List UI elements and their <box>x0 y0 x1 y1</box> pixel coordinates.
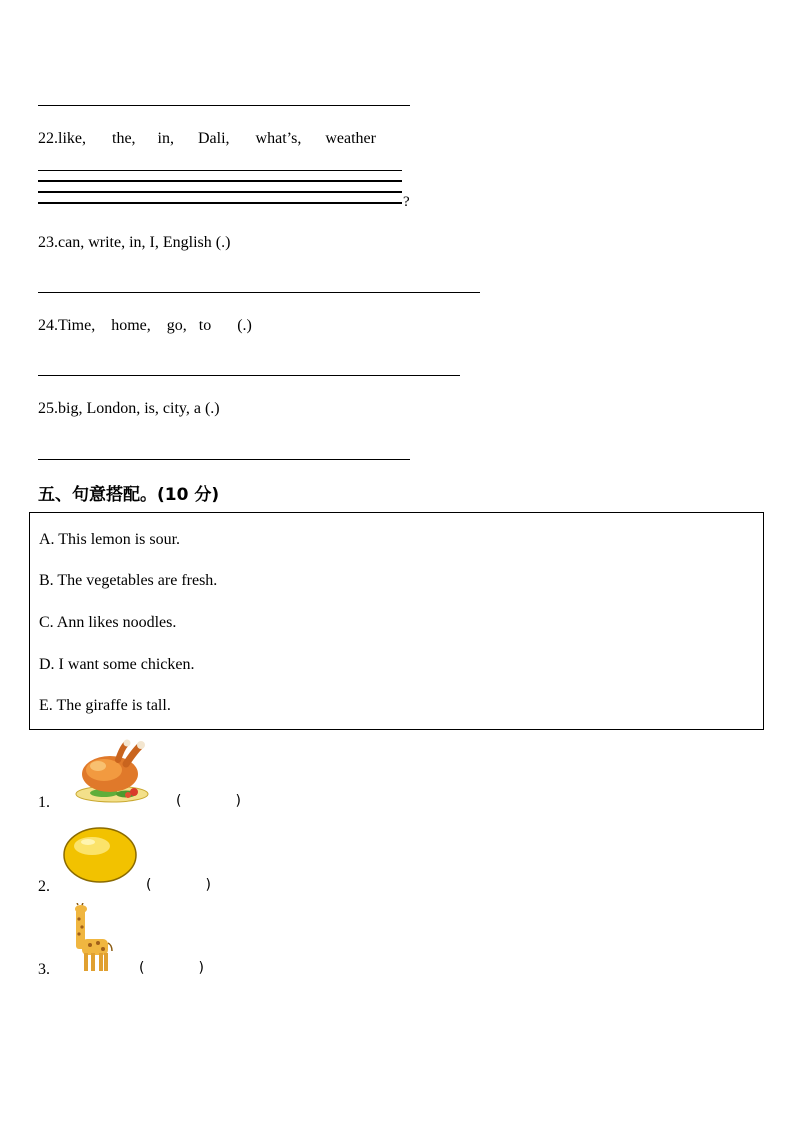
question-number: 22. <box>38 130 58 147</box>
answer-line-25 <box>38 459 410 460</box>
section-heading: 五、句意搭配。(10 分) <box>38 485 220 505</box>
answer-line-24 <box>38 375 460 376</box>
option-c: C. Ann likes noodles. <box>39 614 177 631</box>
giraffe-icon <box>72 903 116 973</box>
option-e: E. The giraffe is tall. <box>39 697 171 714</box>
roast-chicken-icon <box>74 738 150 804</box>
answer-bracket[interactable] <box>176 793 241 809</box>
question-23 <box>38 234 230 252</box>
option-a: A. This lemon is sour. <box>39 531 181 548</box>
word: to <box>198 317 212 334</box>
word: Dali, <box>198 130 230 147</box>
word: what’s, <box>255 130 302 147</box>
option-b: B. The vegetables are fresh. <box>39 572 218 589</box>
bracket-close: ) <box>198 960 204 976</box>
answer-line-22d <box>38 202 402 204</box>
lemon-icon <box>62 826 138 884</box>
word: the, <box>112 130 136 147</box>
option-d: D. I want some chicken. <box>39 656 195 673</box>
question-25 <box>38 400 220 418</box>
answer-line-22a <box>38 170 402 171</box>
bracket-open: ( <box>146 877 152 893</box>
answer-bracket[interactable] <box>139 960 204 976</box>
word: weather <box>325 130 376 147</box>
question-24 <box>38 317 252 335</box>
item-number: 1. <box>38 794 50 811</box>
bracket-close: ) <box>205 877 211 893</box>
word: (.) <box>237 317 252 334</box>
question-22 <box>38 130 376 148</box>
options-box <box>29 512 764 730</box>
question-number: 23. <box>38 234 58 251</box>
answer-bracket[interactable] <box>146 877 211 893</box>
question-number: 25. <box>38 400 58 417</box>
answer-line-22b <box>38 180 402 182</box>
question-text: big, London, is, city, a (.) <box>58 400 220 417</box>
word: in, <box>157 130 174 147</box>
question-number: 24. <box>38 317 58 334</box>
word: home, <box>111 317 151 334</box>
answer-line-22c <box>38 191 402 193</box>
item-number: 2. <box>38 878 50 895</box>
word: like, <box>58 130 86 147</box>
bracket-open: ( <box>139 960 145 976</box>
question-22-end-mark: ? <box>403 194 410 210</box>
word: Time, <box>58 317 96 334</box>
answer-line-23 <box>38 292 480 293</box>
answer-line-21 <box>38 105 410 106</box>
bracket-open: ( <box>176 793 182 809</box>
item-number: 3. <box>38 961 50 978</box>
question-text: can, write, in, I, English (.) <box>58 234 231 251</box>
bracket-close: ) <box>235 793 241 809</box>
word: go, <box>166 317 187 334</box>
